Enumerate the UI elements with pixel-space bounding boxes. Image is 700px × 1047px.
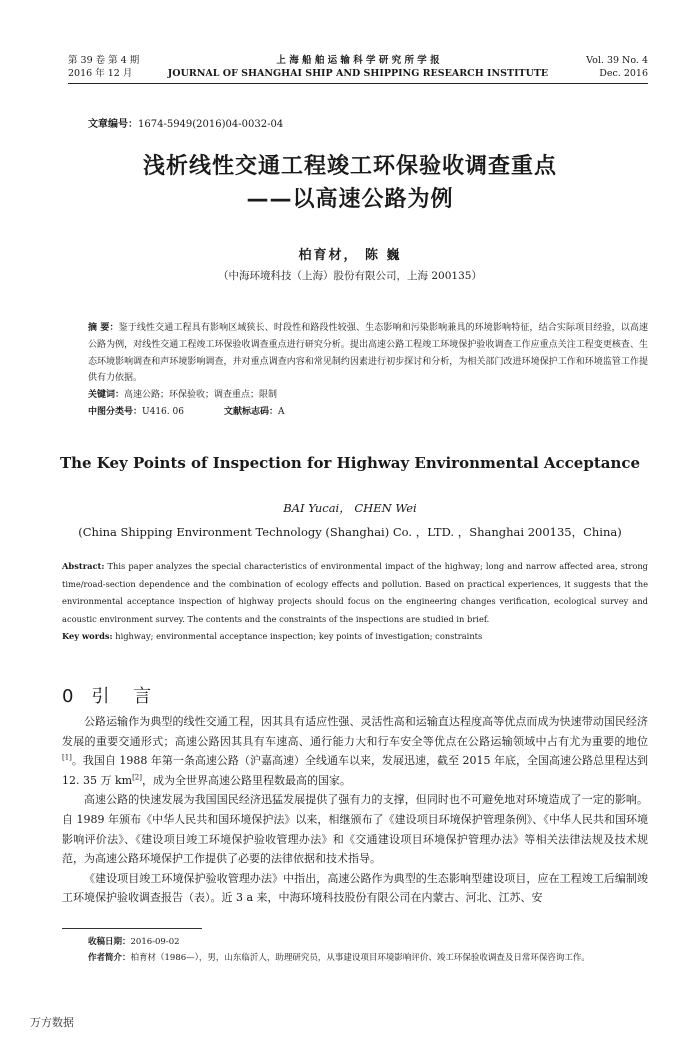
keywords-cn-text: 高速公路；环保验收；调查重点；限制 [124,390,278,401]
section-title: 引 言 [91,686,161,707]
affiliation-cn: （中海环境科技（上海）股份有限公司，上海 200135） [218,270,482,282]
received-date [88,934,648,950]
keywords-en-text: highway; environmental acceptance inspection; key points of investigation; constraints [112,631,483,642]
body-paragraph [62,712,648,790]
bio-label: 作者简介： [88,953,131,963]
abstract-en-label: Abstract: [62,561,105,571]
body-paragraph: 高速公路的快速发展为我国国民经济迅猛发展提供了强有力的支撑，但同时也不可避免地对环境造成了一定的影响。自 1989 年颁布《中华人民共和国环境保护法》以来，相继颁布了《建设项目环境保护管理条例》、《中华人民共和国环境影响评价法》、《建设项目竣工环境保护验收管理办法》和《交通建设项目环境保护管理办法》等相关法律法规及技术规范，为高速公路环境保护工作提供了必要的法律依据和技术指导。 [62,793,648,866]
header-journal-name [68,54,648,80]
received-label: 收稿日期： [88,937,131,947]
header-volume-issue: 第 39 卷 第 4 期 [68,55,140,66]
paper-title [0,150,700,216]
paper-title-sub: ——以高速公路为例 [246,187,454,212]
classification-row [88,404,648,421]
keywords-cn [88,387,648,404]
header-divider [68,83,648,84]
citation-ref[interactable]: [1] [62,753,72,762]
abstract-cn-label: 摘 要： [88,323,119,333]
body-p1-part3: ，成为全世界高速公路里程数最高的国家。 [142,773,351,787]
header-date-cn: 2016 年 12 月 [68,68,133,79]
abstract-en-text: This paper analyzes the special characteristics of environmental impact of the highway; long and narrow affected area, strong time/road-section dependence and the combination of ecology effects and pollution. Based on practical experiences, it suggests that the environmental acceptance inspection of highway projects should focus on the engineering changes verification, ecological survey and acoustic environment survey. The contents and the constraints of the inspections are studied in brief. [62,561,648,624]
abstract-cn-paragraph [88,320,648,387]
author-bio [88,950,648,966]
body-p1-part2: 。我国自 1988 年第一条高速公路（沪嘉高速）全线通车以来，发展迅速，截至 2015 年底，全国高速公路总里程达到 12. 35 万 km [62,754,648,787]
journal-header [68,54,648,86]
body-p1-part1: 公路运输作为典型的线性交通工程，因其具有适应性强、灵活性高和运输直达程度高等优点而成为快速带动国民经济发展的重要交通形式；高速公路因其具有车速高、通行能力大和行车安全等优点在公路运输领域中占有尤为重要的地位 [62,715,648,748]
received-value: 2016-09-02 [130,937,180,947]
header-volume-en [586,54,648,80]
footnote-divider [62,928,202,929]
header-date-en: Dec. 2016 [599,68,648,79]
bio-text: 柏育材（1986—），男，山东临沂人，助理研究员，从事建设项目环境影响评价、竣工环保验收调查及日常环保咨询工作。 [130,953,590,963]
english-title: The Key Points of Inspection for Highway Environmental Acceptance [59,454,641,472]
footnote [88,934,648,966]
header-journal-name-cn: 上 海 船 舶 运 输 科 学 研 究 所 学 报 [276,55,440,66]
section-heading [62,682,160,708]
watermark: 万方数据 [30,1016,74,1029]
body-paragraph: 《建设项目竣工环境保护验收管理办法》中指出，高速公路作为典型的生态影响型建设项目，应在工程竣工后编制竣工环境保护验收调查报告（表）。近 3 a 来，中海环境科技股份有限公司在内蒙古、河北、江苏、安 [62,871,648,905]
keywords-en-label: Key words: [62,631,113,642]
doc-code-value: A [277,406,285,417]
abstract-en-paragraph [62,558,648,628]
doc-code-label: 文献标志码： [223,406,278,417]
article-number [88,115,283,130]
english-authors: BAI Yucai， CHEN Wei [283,501,417,515]
authors-cn: 柏育材， 陈 巍 [298,248,402,263]
header-journal-name-en: JOURNAL OF SHANGHAI SHIP AND SHIPPING RESEARCH INSTITUTE [167,68,549,79]
clc-label: 中图分类号： [88,406,143,417]
abstract-cn-text: 鉴于线性交通工程具有影响区域狭长、时段性和路段性较强、生态影响和污染影响兼具的环境影响特征，结合实际项目经验，以高速公路为例，对线性交通工程竣工环保验收调查重点进行研究分析。提出高速公路工程竣工环境保护验收调查工作应重点关注工程变更核查、生态环境影响调查和声环境影响调查，并对重点调查内容和常见制约因素进行初步探讨和分析，为相关部门改进环境保护工作和环境监管工作提供有力依据。 [88,323,648,384]
header-vol-no: Vol. 39 No. 4 [586,55,648,66]
citation-ref[interactable]: [2] [132,773,142,782]
section-number: 0 [62,686,74,707]
english-affiliation: (China Shipping Environment Technology (Shanghai) Co. ，LTD. ，Shanghai 200135，China) [78,525,622,539]
article-number-value: 1674-5949(2016)04-0032-04 [138,119,284,130]
keywords-en [62,628,648,646]
clc-value: U416. 06 [142,406,184,417]
paper-title-main: 浅析线性交通工程竣工环保验收调查重点 [142,154,557,179]
article-number-label: 文章编号： [88,119,138,130]
abstract-en [62,558,648,646]
keywords-cn-label: 关键词： [88,390,125,401]
abstract-cn [88,320,648,421]
body-text [62,712,648,908]
